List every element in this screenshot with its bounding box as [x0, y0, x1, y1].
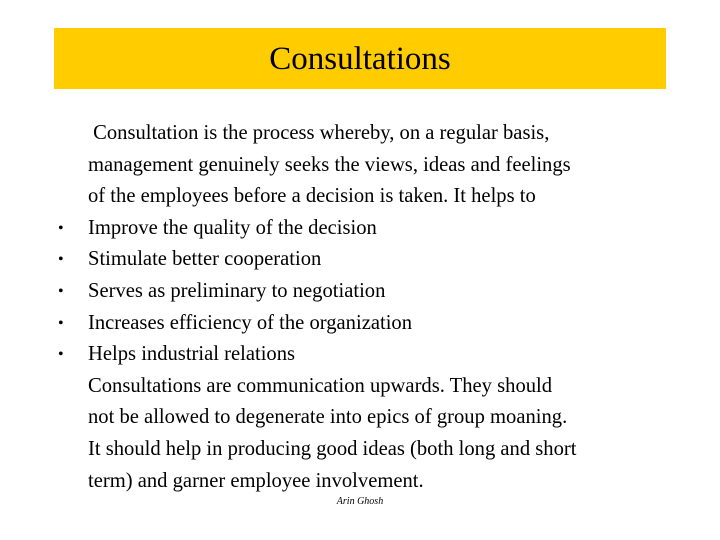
list-item-text: Stimulate better cooperation — [88, 248, 322, 271]
benefits-list — [60, 213, 670, 371]
closing-line: not be allowed to degenerate into epics of group moaning. — [88, 406, 568, 429]
author-footer: Arin Ghosh — [336, 496, 384, 507]
bullet-icon: • — [58, 346, 64, 364]
list-item — [60, 308, 670, 340]
closing-line: term) and garner employee involvement. — [88, 469, 424, 492]
slide-body — [60, 118, 670, 497]
intro-paragraph — [60, 118, 670, 213]
list-item — [60, 276, 670, 308]
list-item-text: Improve the quality of the decision — [88, 216, 377, 239]
bullet-icon: • — [58, 251, 64, 269]
closing-paragraph — [60, 371, 670, 497]
list-item-text: Helps industrial relations — [88, 343, 296, 366]
closing-line: It should help in producing good ideas (both long and short — [88, 437, 577, 460]
list-item — [60, 244, 670, 276]
intro-line: of the employees before a decision is taken. It helps to — [88, 185, 536, 208]
bullet-icon: • — [58, 282, 64, 300]
intro-line: Consultation is the process whereby, on a regular basis, — [88, 122, 550, 144]
bullet-icon: • — [58, 219, 64, 237]
slide-title-bar — [54, 28, 666, 89]
list-item — [60, 339, 670, 371]
slide-title: Consultations — [269, 41, 451, 77]
list-item-text: Serves as preliminary to negotiation — [88, 279, 386, 302]
bullet-icon: • — [58, 314, 64, 332]
list-item — [60, 213, 670, 245]
closing-line: Consultations are communication upwards. They should — [88, 374, 553, 397]
intro-line: management genuinely seeks the views, ideas and feelings — [88, 153, 571, 176]
list-item-text: Increases efficiency of the organization — [88, 311, 413, 334]
